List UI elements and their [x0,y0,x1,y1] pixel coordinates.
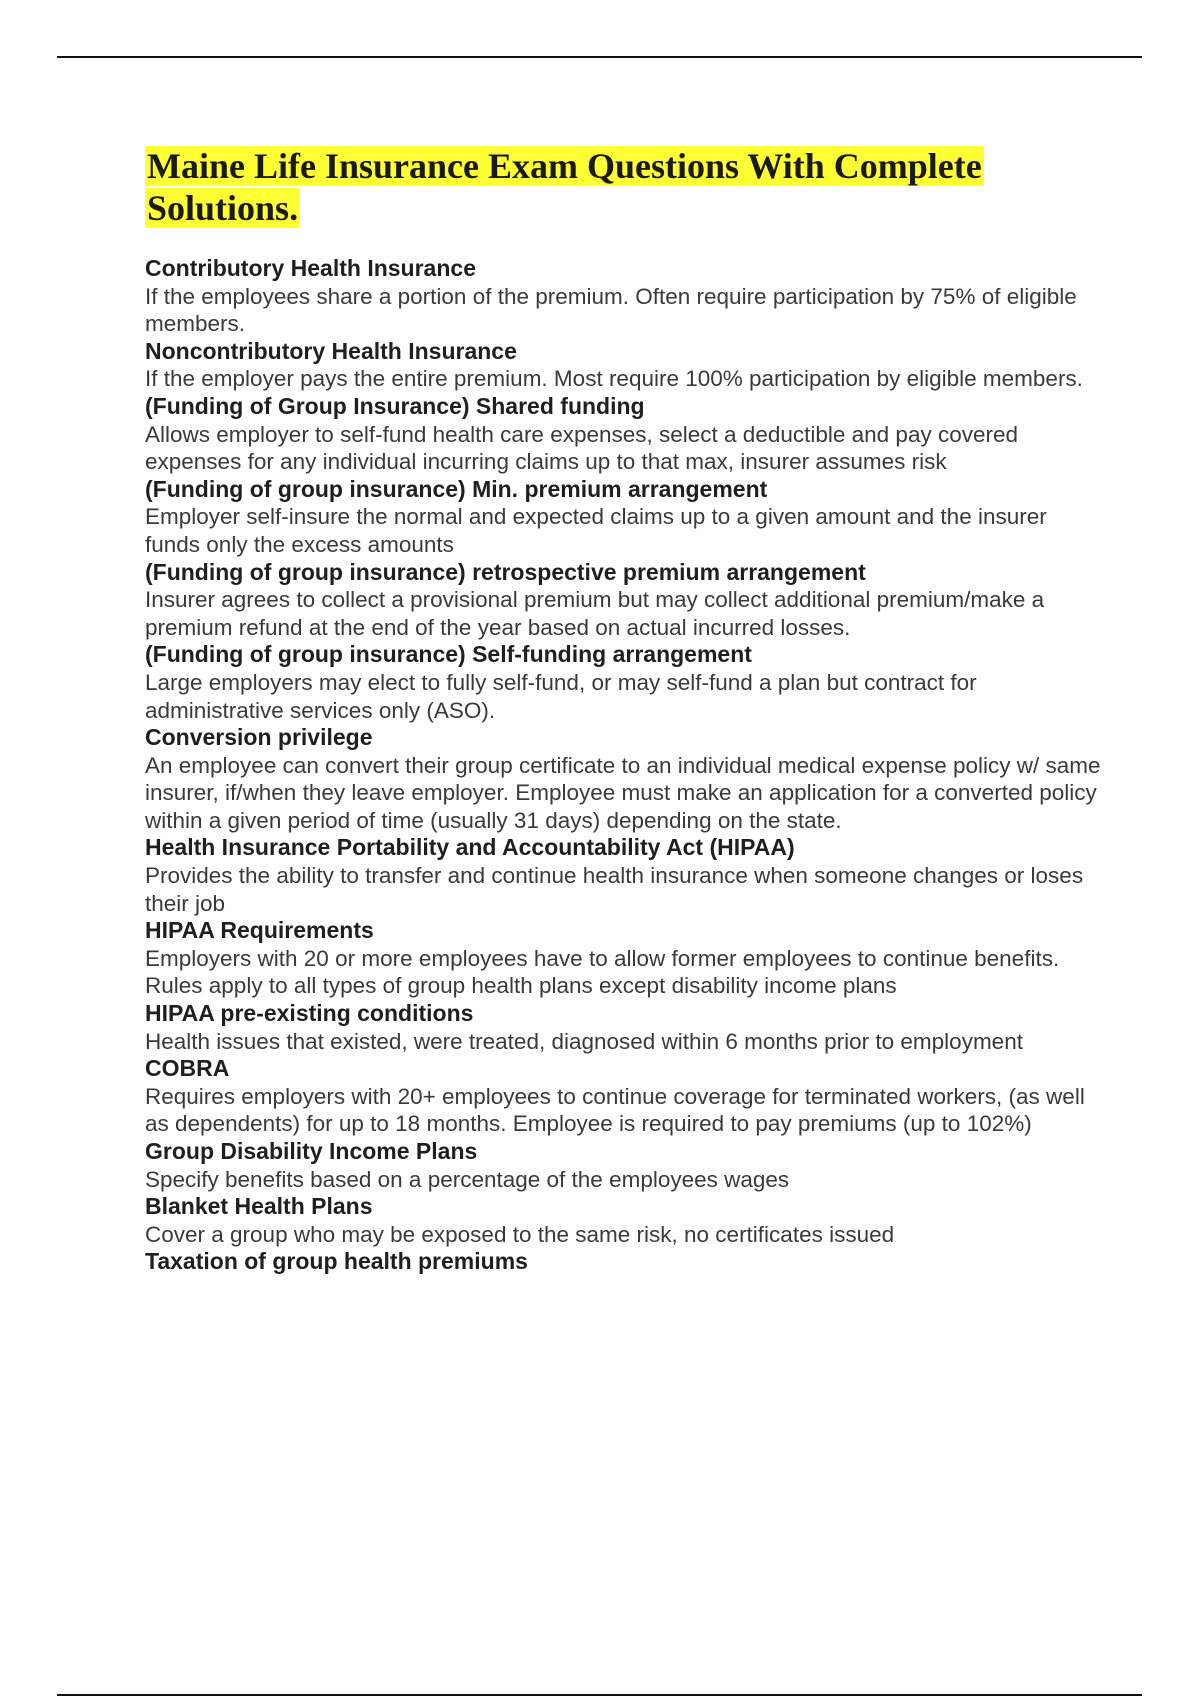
entry-definition: If the employees share a portion of the premium. Often require participation by 75% of eligible members. [145,283,1077,337]
bottom-rule [57,1694,1142,1696]
entry-definition: If the employer pays the entire premium. Most require 100% participation by eligible members. [145,366,1083,392]
entry-term: HIPAA pre-existing conditions [145,1000,474,1027]
entry-term: Noncontributory Health Insurance [145,337,517,364]
entry-term: Group Disability Income Plans [145,1138,478,1164]
entry-definition: Specify benefits based on a percentage of the employees wages [145,1166,790,1192]
top-rule [57,56,1142,58]
entry-term: (Funding of Group Insurance) Shared funding [145,392,645,419]
entry-term: Health Insurance Portability and Accountability Act (HIPAA) [145,834,795,861]
entry-definition: Large employers may elect to fully self-fund, or may self-fund a plan but contract for administrative services only (ASO). [145,669,977,723]
entry-definition: Allows employer to self-fund health care expenses, select a deductible and pay covered expenses for any individual incurring claims up to that max, insurer assumes risk [145,421,1019,475]
entry-definition: Health issues that existed, were treated, diagnosed within 6 months prior to employment [145,1028,1023,1054]
title-highlight: Maine Life Insurance Exam Questions With Complete Solutions. [147,146,982,228]
entry-definition: An employee can convert their group certificate to an individual medical expense policy w/ same insurer, if/when they leave employer. Employee must make an application for a converted policy within a given period of time (usually 31 days) depending on the state. [145,752,1101,833]
entry-term: HIPAA Requirements [145,917,374,944]
entry-term: (Funding of group insurance) retrospective premium arrangement [145,558,866,585]
qa-list [145,255,1105,1276]
entry-definition: Requires employers with 20+ employees to continue coverage for terminated workers, (as well as dependents) for up to 18 months. Employee is required to pay premiums (up to 102%) [145,1083,1085,1137]
entry-definition: Cover a group who may be exposed to the same risk, no certificates issued [145,1221,895,1247]
entry-definition: Insurer agrees to collect a provisional premium but may collect additional premium/make a premium refund at the end of the year based on actual incurred losses. [145,587,1045,640]
entry-term: (Funding of group insurance) Min. premium arrangement [145,475,768,502]
entry-definition: Employer self-insure the normal and expected claims up to a given amount and the insurer funds only the excess amounts [145,504,1047,557]
entry-term: Contributory Health Insurance [145,255,476,281]
entry-term: COBRA [145,1055,230,1082]
entry-term: Blanket Health Plans [145,1193,373,1220]
document-body [145,145,1105,1276]
entry-definition: Employers with 20 or more employees have to allow former employees to continue benefits. Rules apply to all types of group health plans except disability income plans [145,945,1060,999]
entry-term: (Funding of group insurance) Self-funding arrangement [145,641,752,668]
entry-term: Conversion privilege [145,724,373,751]
document-title [145,145,1105,229]
entry-definition: Provides the ability to transfer and continue health insurance when someone changes or loses their job [145,863,1084,916]
entry-term: Taxation of group health premiums [145,1248,528,1275]
